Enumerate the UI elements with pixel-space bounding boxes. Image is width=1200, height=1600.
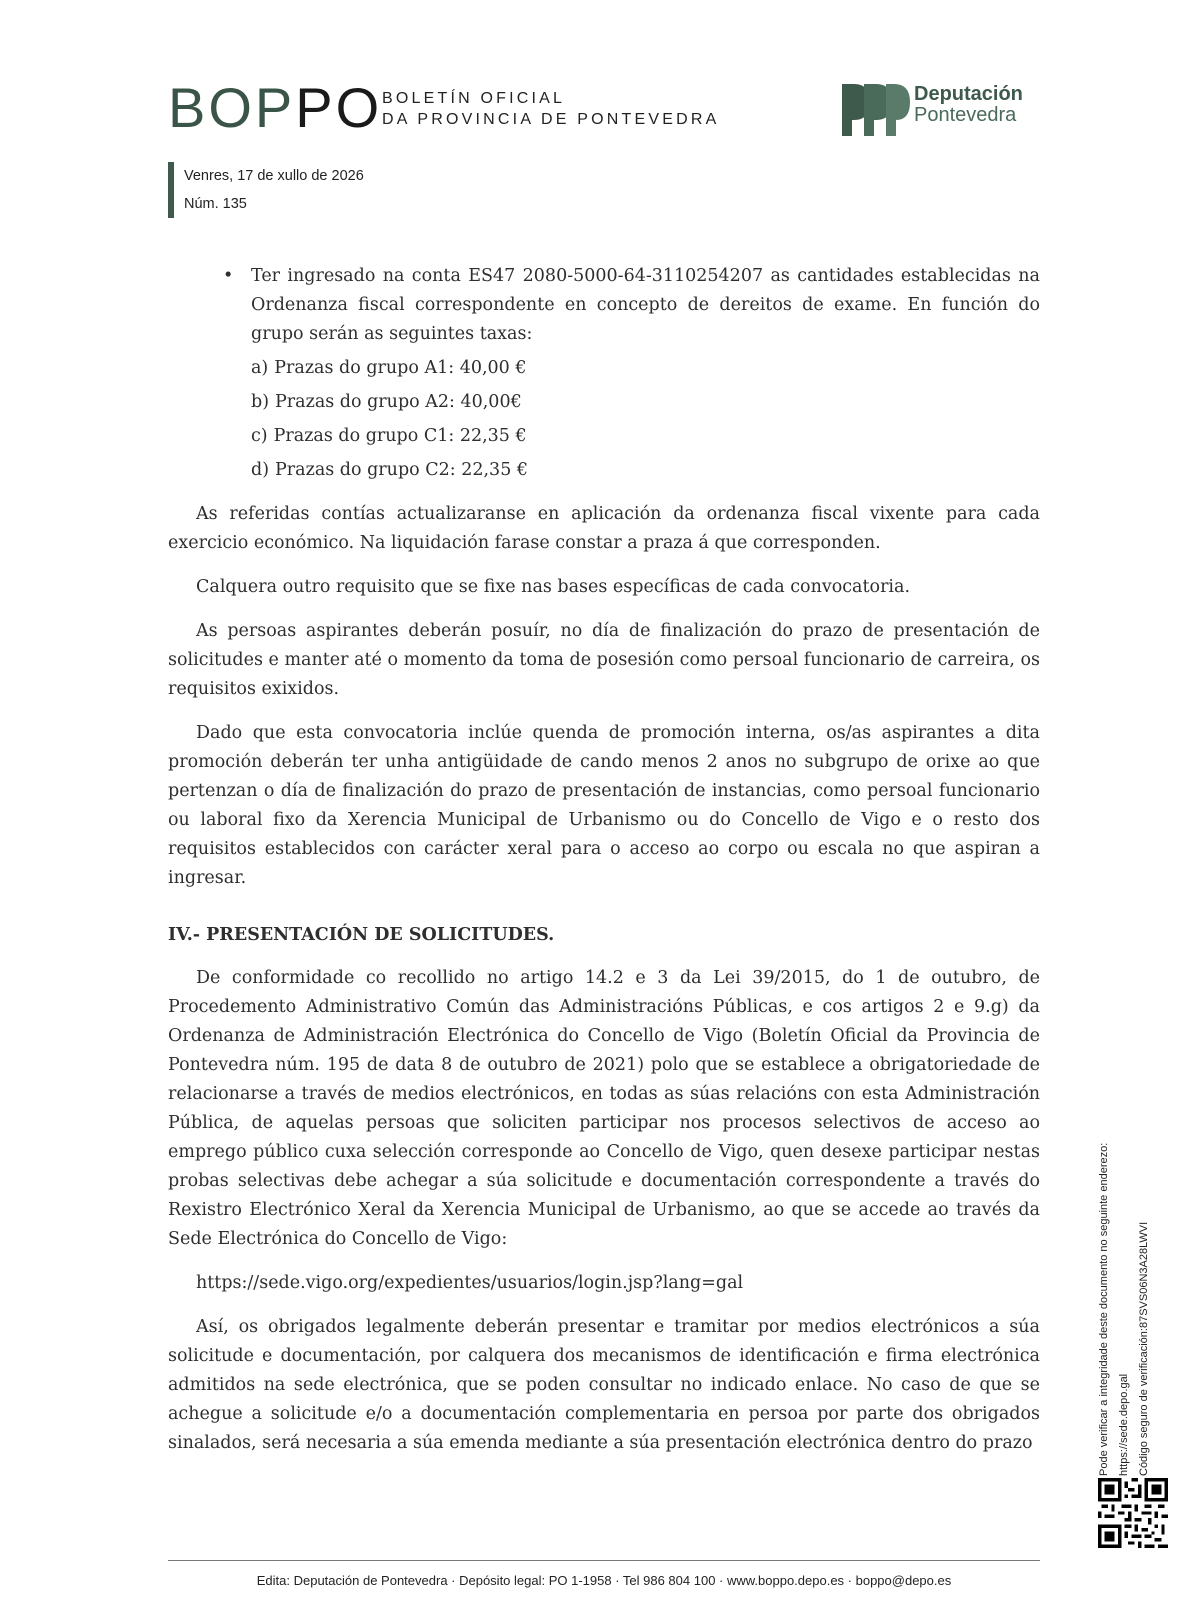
bullet-item	[223, 262, 1040, 349]
verification-text	[1098, 1116, 1158, 1476]
bullet-icon: •	[223, 266, 234, 286]
issue-date: Venres, 17 de xullo de 2026	[184, 168, 364, 184]
boppo-logo	[168, 78, 382, 138]
deputacion-name	[914, 84, 1023, 126]
issue-info	[168, 162, 364, 218]
verification-code: Código seguro de verificación:87SVS06N3A28LWVI	[1138, 1221, 1150, 1476]
fee-letter: c)	[251, 426, 268, 446]
sede-link[interactable]: https://sede.vigo.org/expedientes/usuarios/login.jsp?lang=gal	[196, 1273, 744, 1293]
qr-code-icon[interactable]	[1098, 1478, 1168, 1548]
fee-text: Prazas do grupo A1: 40,00 €	[274, 358, 527, 378]
footer-text: Edita: Deputación de Pontevedra · Depósito legal: PO 1-1958 · Tel 986 804 100 · www.boppo.depo.es · boppo@depo.es	[256, 1573, 952, 1588]
fee-item	[251, 455, 1040, 485]
paragraph: As referidas contías actualizaranse en aplicación da ordenanza fiscal vixente para cada exercicio económico. Na liquidación farase constar a praza á que corresponden.	[168, 504, 1040, 553]
boletin-line-2: DA PROVINCIA DE PONTEVEDRA	[382, 111, 720, 128]
document-body	[168, 262, 1040, 1473]
paragraph: As persoas aspirantes deberán posuír, no día de finalización do prazo de presentación de solicitudes e manter até o momento da toma de posesión como persoal funcionario de carreira, os requisitos exixidos.	[168, 621, 1040, 699]
fee-letter: b)	[251, 392, 270, 412]
boletin-title	[382, 88, 719, 130]
fee-item	[251, 353, 1040, 383]
paragraph: Dado que esta convocatoria inclúe quenda de promoción interna, os/as aspirantes a dita promoción deberán ter unha antigüidade de cando menos 2 anos no subgrupo de orixe ao que pertenzan o día de finalización do prazo de presentación de instancias, como persoal funcionario ou laboral fixo da Xerencia Municipal de Urbanismo ou do Concello de Vigo e o resto dos requisitos establecidos con carácter xeral para o acceso ao corpo ou escala no que aspiran a ingresar.	[168, 723, 1040, 888]
paragraph: Calquera outro requisito que se fixe nas bases específicas de cada convocatoria.	[196, 577, 911, 597]
issue-number: Núm. 135	[184, 196, 247, 212]
verification-line-1: Pode verificar a integridade deste documento no seguinte enderezo:	[1098, 1142, 1110, 1476]
fee-item	[251, 421, 1040, 451]
fee-text: Prazas do grupo C1: 22,35 €	[273, 426, 527, 446]
paragraph: De conformidade co recollido no artigo 14.2 e 3 da Lei 39/2015, do 1 de outubro, de Procedemento Administrativo Común das Administracións Públicas, e cos artigos 2 e 9.g) da Ordenanza de Administración Electrónica do Concello de Vigo (Boletín Oficial da Provincia de Pontevedra núm. 195 de data 8 de outubro de 2021) polo que se establece a obrigatoriedade de relacionarse a través de medios electrónicos, en todas as súas relacións con esta Administración Pública, de aquelas persoas que soliciten participar nos procesos selectivos de acceso ao emprego público cuxa selección corresponde ao Concello de Vigo, quen desexe participar nestas probas selectivas debe achegar a súa solicitude e documentación correspondente a través do Rexistro Electrónico Xeral da Xerencia Municipal de Urbanismo, ao que se accede ao través da Sede Electrónica do Concello de Vigo:	[168, 968, 1040, 1249]
fee-letter: d)	[251, 460, 270, 480]
fee-item	[251, 387, 1040, 417]
fee-letter: a)	[251, 358, 269, 378]
fee-text: Prazas do grupo C2: 22,35 €	[275, 460, 529, 480]
page-header	[0, 0, 1200, 220]
paragraph: Así, os obrigados legalmente deberán presentar e tramitar por medios electrónicos a súa solicitude e documentación, por calquera dos mecanismos de identificación e firma electrónica admitidos na sede electrónica, que se poden consultar no indicado enlace. No caso de que se achegue a solicitude e/o a documentación complementaria en persoa por parte dos obrigados sinalados, será necesaria a súa emenda mediante a súa presentación electrónica dentro do prazo	[168, 1317, 1040, 1453]
bullet-text: Ter ingresado na conta ES47 2080-5000-64-3110254207 as cantidades establecidas na Ordenanza fiscal correspondente en concepto de dereitos de exame. En función do grupo serán as seguintes taxas:	[251, 266, 1040, 344]
deputacion-line-2: Pontevedra	[914, 104, 1017, 126]
logo-bop: BOP	[168, 76, 296, 139]
fee-text: Prazas do grupo A2: 40,00€	[275, 392, 522, 412]
verification-url[interactable]: https://sede.depo.gal	[1118, 1373, 1130, 1476]
deputacion-line-1: Deputación	[914, 83, 1023, 105]
logo-po: PO	[295, 76, 383, 139]
section-heading: IV.- PRESENTACIÓN DE SOLICITUDES.	[168, 925, 555, 945]
deputacion-logo-icon	[840, 78, 910, 140]
footer-divider	[168, 1560, 1040, 1561]
boletin-line-1: BOLETÍN OFICIAL	[382, 90, 566, 107]
